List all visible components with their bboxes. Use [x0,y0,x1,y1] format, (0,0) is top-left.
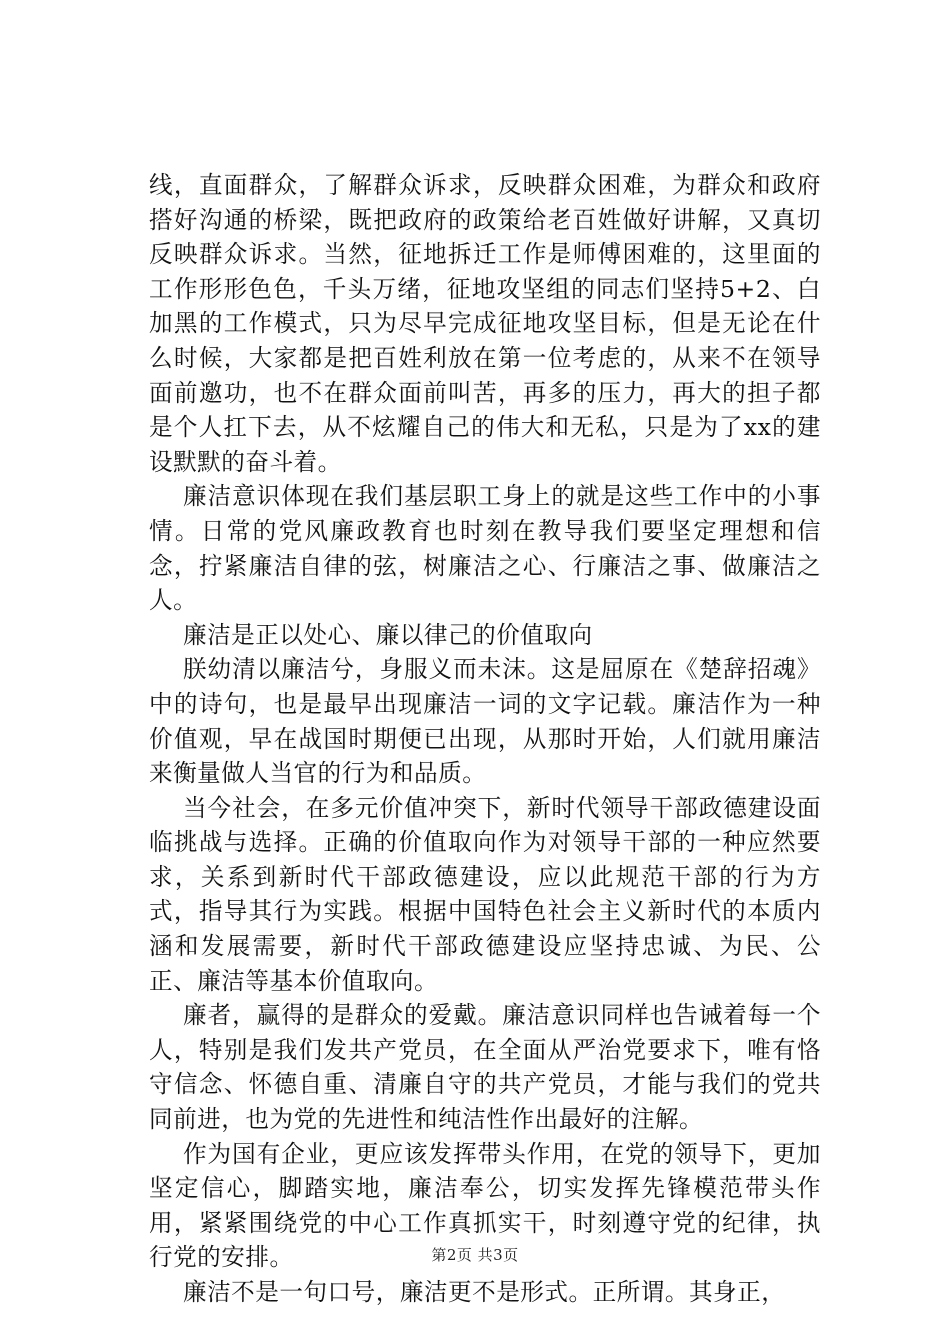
paragraph: 廉洁不是一句口号，廉洁更不是形式。正所谓。其身正， [183,1278,786,1306]
section-heading: 廉洁是正以处心、廉以律己的价值取向 [183,620,593,649]
paragraph: 线，直面群众，了解群众诉求，反映群众困难，为群众和政府搭好沟通的桥梁，既把政府的政策给老百姓做好讲解，又真切反映群众诉求。当然，征地拆迁工作是师傅困难的，这里面的工作形形色色，千头万绪，征地攻坚组的同志们坚持5+2、白加黑的工作模式，只为尽早完成征地攻坚目标，但是无论在什么时候，大家都是把百姓利放在第一位考虑的，从来不在领导面前邀功，也不在群众面前叫苦，再多的压力，再大的担子都是个人扛下去，从不炫耀自己的伟大和无私，只是为了xx的建设默默的奋斗着。 [149,171,821,476]
paragraph: 廉者，赢得的是群众的爱戴。廉洁意识同样也告诫着每一个人，特别是我们发共产党员，在全面从严治党要求下，唯有恪守信念、怀德自重、清廉自守的共产党员，才能与我们的党共同前进，也为党的先进性和纯洁性作出最好的注解。 [149,1001,821,1134]
paragraph: 作为国有企业，更应该发挥带头作用，在党的领导下，更加坚定信心，脚踏实地，廉洁奉公，切实发挥先锋模范带头作用，紧紧围绕党的中心工作真抓实干，时刻遵守党的纪律，执行党的安排。 [149,1139,821,1272]
page-footer: 第2页 共3页 [431,1246,519,1264]
paragraph: 朕幼清以廉洁兮，身服义而未沫。这是屈原在《楚辞招魂》中的诗句，也是最早出现廉洁一词的文字记载。廉洁作为一种价值观，早在战国时期便已出现，从那时开始，人们就用廉洁来衡量做人当官的行为和品质。 [149,655,821,788]
paragraph: 当今社会，在多元价值冲突下，新时代领导干部政德建设面临挑战与选择。正确的价值取向作为对领导干部的一种应然要求，关系到新时代干部政德建设，应以此规范干部的行为方式，指导其行为实践。根据中国特色社会主义新时代的本质内涵和发展需要，新时代干部政德建设应坚持忠诚、为民、公正、廉洁等基本价值取向。 [149,793,821,995]
document-body [149,168,821,1310]
paragraph: 廉洁意识体现在我们基层职工身上的就是这些工作中的小事情。日常的党风廉政教育也时刻在教导我们要坚定理想和信念，拧紧廉洁自律的弦，树廉洁之心、行廉洁之事、做廉洁之人。 [149,482,821,615]
